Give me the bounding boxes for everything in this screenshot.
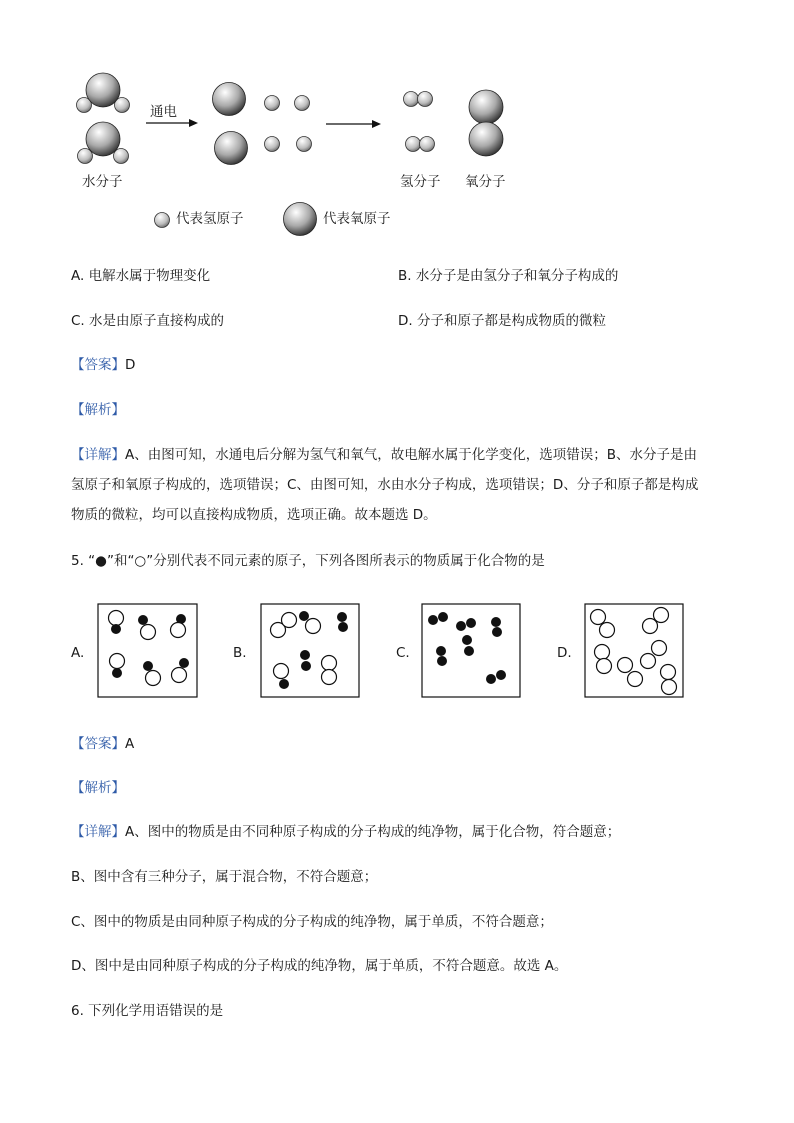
answer-line: 【答案】A xyxy=(71,736,135,752)
detail-line: D、图中是由同种原子构成的分子构成的纯净物，属于单质，不符合题意。故选 A。 xyxy=(71,958,568,974)
detail-line: 【详解】A、由图可知，水通电后分解为氢气和氧气，故电解水属于化学变化，选项错误；B、水分子是由 xyxy=(71,447,697,463)
option-b: B. 水分子是由氢分子和氧分子构成的 xyxy=(398,268,619,284)
answer-tag: 答案 xyxy=(84,357,112,373)
box-a xyxy=(98,604,197,697)
box-label-b: B. xyxy=(233,645,247,661)
box-d xyxy=(585,604,683,697)
detail-line: B、图中含有三种分子，属于混合物，不符合题意； xyxy=(71,869,378,885)
detail-paragraph xyxy=(71,440,731,530)
separated-atoms xyxy=(213,83,312,165)
box-label-a: A. xyxy=(71,645,85,661)
reaction-arrow xyxy=(326,120,381,128)
box-b xyxy=(261,604,359,697)
electrolysis-diagram xyxy=(0,0,794,240)
option-a: A. 电解水属于物理变化 xyxy=(71,268,211,284)
hydrogen-legend-label: 代表氢原子 xyxy=(176,211,244,227)
water-molecule xyxy=(77,73,130,113)
detail-line: 氢原子和氧原子构成的，选项错误；C、由图可知，水由水分子构成，选项错误；D、分子和原子都是构成 xyxy=(71,477,699,493)
answer-line: 【答案】D xyxy=(71,357,136,373)
analysis-heading: 【解析】 xyxy=(71,402,125,418)
water-molecule-label: 水分子 xyxy=(82,174,123,190)
analysis-heading: 【解析】 xyxy=(71,780,125,796)
water-molecule xyxy=(78,122,129,164)
box-label-d: D. xyxy=(557,645,572,661)
option-c: C. 水是由原子直接构成的 xyxy=(71,313,225,329)
answer-tag: 答案 xyxy=(84,736,112,752)
hydrogen-molecule xyxy=(404,92,433,107)
answer-value: A xyxy=(125,736,135,752)
hydrogen-legend-icon xyxy=(155,213,170,228)
box-c xyxy=(422,604,520,697)
oxygen-molecule-label: 氧分子 xyxy=(465,174,506,190)
reaction-arrow xyxy=(146,119,198,127)
detail-line: 【详解】A、图中的物质是由不同种原子构成的分子构成的纯净物，属于化合物，符合题意； xyxy=(71,824,621,840)
oxygen-legend-icon xyxy=(284,203,317,236)
hydrogen-molecule-label: 氢分子 xyxy=(400,174,441,190)
detail-line: C、图中的物质是由同种原子构成的分子构成的纯净物，属于单质，不符合题意； xyxy=(71,914,553,930)
arrow-label: 通电 xyxy=(150,104,177,120)
box-label-c: C. xyxy=(396,645,410,661)
oxygen-molecule xyxy=(469,90,503,156)
answer-value: D xyxy=(125,357,136,373)
particle-boxes xyxy=(0,590,794,710)
detail-line: 物质的微粒，均可以直接构成物质，选项正确。故本题选 D。 xyxy=(71,507,437,523)
question-6-stem: 6. 下列化学用语错误的是 xyxy=(71,1003,224,1019)
option-d: D. 分子和原子都是构成物质的微粒 xyxy=(398,313,606,329)
hydrogen-molecule xyxy=(406,137,435,152)
question-5-stem: 5. “●”和“○”分别代表不同元素的原子，下列各图所表示的物质属于化合物的是 xyxy=(71,553,545,569)
oxygen-legend-label: 代表氧原子 xyxy=(323,211,391,227)
